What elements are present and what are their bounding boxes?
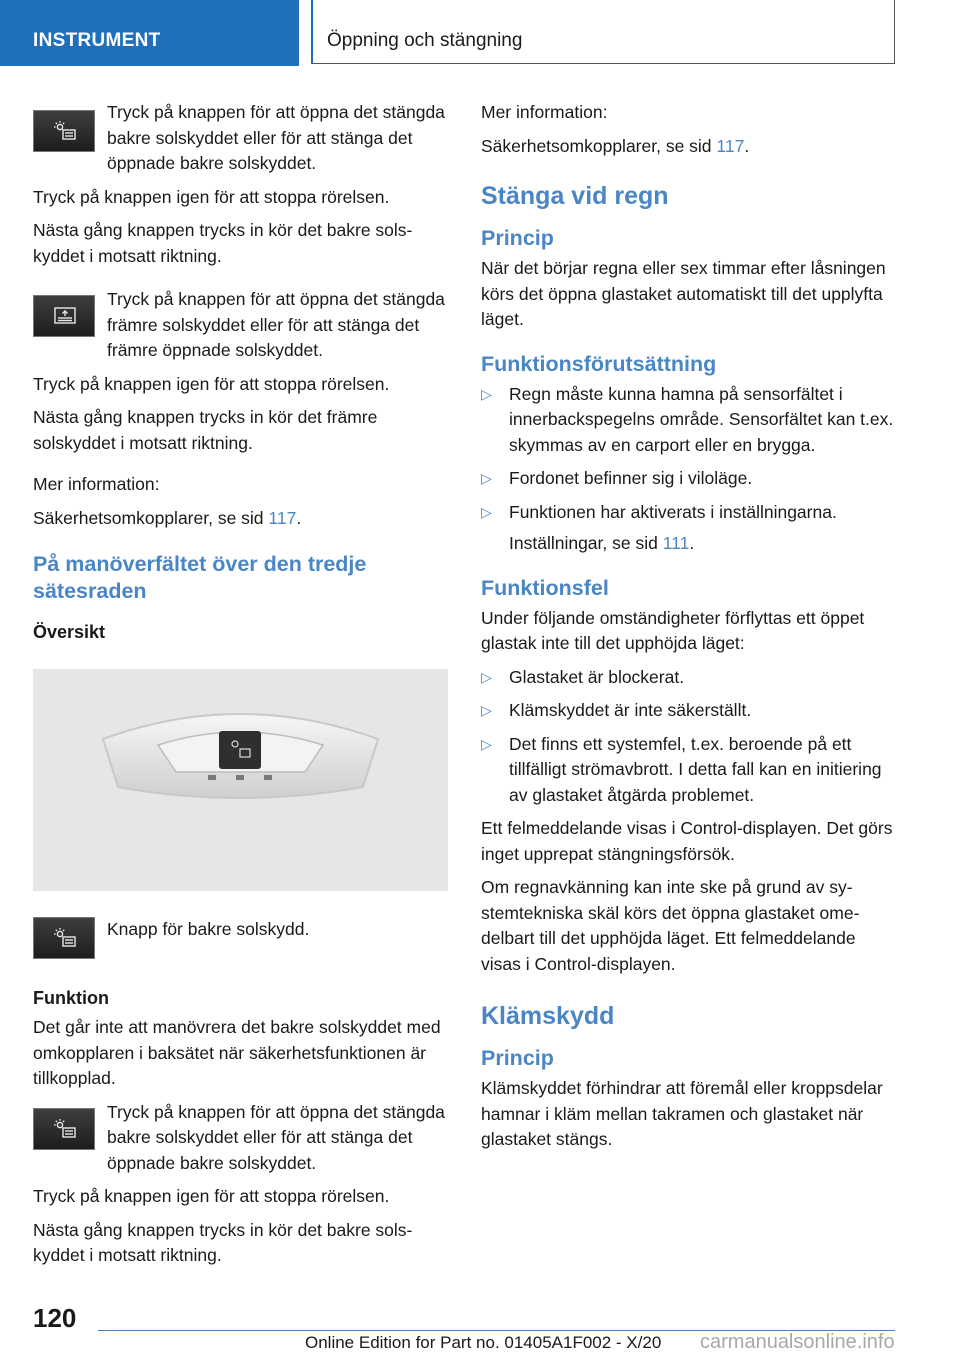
- list-item: [481, 732, 896, 809]
- edition-note: Online Edition for Part no. 01405A1F002 - X/20: [305, 1333, 662, 1352]
- list-item-text: Funktionen har aktiverats i inställningarna.: [509, 501, 837, 522]
- subsection-heading: Funktionsfel: [481, 575, 609, 600]
- cross-reference: Säkerhetsomkopplarer, se sid 117.: [481, 135, 750, 156]
- list-item-text: Fordonet befinner sig i viloläge.: [509, 468, 753, 488]
- bullet-triangle-icon: ▷: [481, 668, 492, 685]
- overview-photo: [33, 669, 448, 891]
- list-item-text: Glastaket är blockerat.: [509, 666, 685, 687]
- page-number: 120: [33, 1303, 77, 1333]
- paragraph: Tryck på knappen för att öppna det stängda bakre solskyddet eller för att stänga det öppnade bakre solskyddet.: [107, 1101, 445, 1173]
- section-heading: På manöverfältet över den tredje sätesraden: [33, 552, 367, 603]
- bullet-triangle-icon: ▷: [481, 503, 492, 520]
- list-item-text: Klämskyddet är inte säkerställt.: [509, 700, 752, 720]
- paragraph: Mer information:: [481, 102, 608, 122]
- paragraph: Tryck på knappen för att öppna det stängda främre solskyddet eller för att stänga det främre öppnade solskyddet.: [107, 289, 445, 360]
- cross-reference: Inställningar, se sid 111.: [509, 533, 695, 553]
- paragraph: Nästa gång knappen trycks in kör det bakre solskyddet i motsatt riktning.: [33, 1219, 413, 1265]
- paragraph: Tryck på knappen igen för att stoppa rörelsen.: [33, 186, 390, 207]
- subsection-heading: Princip: [481, 226, 554, 250]
- list-item: [481, 698, 896, 724]
- list-item: [481, 382, 896, 459]
- bullet-triangle-icon: ▷: [481, 702, 492, 718]
- ref-text: Säkerhetsomkopplarer, se sid: [33, 507, 269, 528]
- bullet-triangle-icon: ▷: [481, 735, 492, 752]
- rear-sunshade-icon: [33, 1108, 95, 1150]
- list-item-text: Regn måste kunna hamna på sensorfältet i innerbackspegelns område. Sensorfältet kan t.ex. skymmas av en carport eller en brygga.: [509, 383, 894, 455]
- bullet-list: [481, 665, 896, 809]
- subsection-heading: Funktionsförutsättning: [481, 351, 717, 376]
- left-column: [33, 100, 448, 1277]
- list-item: [481, 466, 896, 492]
- ref-text: Säkerhetsomkopplarer, se sid: [481, 135, 717, 156]
- paragraph: Om regnavkänning kan inte ske på grund av systemtekniska skäl körs det öppna glastaket omedelbart till det upphöjda läget. Ett felmeddelande visas i Control-displayen.: [481, 877, 860, 974]
- list-item: [481, 500, 896, 557]
- list-item-text: Det finns ett systemfel, t.ex. beroende på ett tillfälligt strömavbrott. I detta fall kan en initiering av glastaket åtgärda problemet.: [509, 733, 882, 805]
- subsection-heading: Princip: [481, 1046, 554, 1070]
- cross-reference: Säkerhetsomkopplarer, se sid 117.: [33, 507, 302, 528]
- section-heading: Stänga vid regn: [481, 182, 669, 210]
- paragraph: Nästa gång knappen trycks in kör det främre solskyddet i motsatt riktning.: [33, 407, 378, 453]
- ref-text: Inställningar, se sid: [509, 533, 663, 553]
- chapter-title: Öppning och stängning: [327, 30, 523, 51]
- paragraph: Tryck på knappen igen för att stoppa rörelsen.: [33, 1186, 390, 1206]
- section-tab: [0, 0, 299, 66]
- image-caption: Knapp för bakre solskydd.: [107, 919, 310, 939]
- front-sunshade-icon: [33, 295, 95, 337]
- section-heading: Klämskydd: [481, 1002, 615, 1030]
- paragraph: Tryck på knappen igen för att stoppa rörelsen.: [33, 373, 390, 394]
- subheading: Funktion: [33, 988, 109, 1008]
- page-link[interactable]: 117: [716, 135, 745, 156]
- paragraph: Klämskyddet förhindrar att föremål eller kroppsdelar hamnar i kläm mellan takramen och glastaket när glastaket stängs.: [481, 1078, 883, 1149]
- bullet-triangle-icon: ▷: [481, 470, 492, 486]
- subheading: Översikt: [33, 622, 106, 642]
- paragraph: Ett felmeddelande visas i Control-displayen. Det görs inget upprepat stängningsförsök.: [481, 818, 893, 864]
- paragraph: Nästa gång knappen trycks in kör det bakre solskyddet i motsatt riktning.: [33, 220, 413, 266]
- paragraph: Mer information:: [33, 474, 160, 494]
- watermark: carmanualsonline.info: [700, 1331, 895, 1353]
- page-link[interactable]: 117: [268, 507, 297, 528]
- bullet-triangle-icon: ▷: [481, 385, 492, 402]
- page-link[interactable]: 111: [662, 533, 690, 553]
- section-title: INSTRUMENT: [33, 30, 161, 51]
- rear-sunshade-icon: [33, 917, 95, 959]
- chapter-tab: [311, 0, 895, 64]
- rear-sunshade-icon: [33, 110, 95, 152]
- list-item: [481, 665, 896, 691]
- right-column: [481, 100, 896, 1161]
- paragraph: När det börjar regna eller sex timmar efter låsningen körs det öppna glastaket automatiskt till det upplyfta läget.: [481, 258, 886, 329]
- paragraph: Under följande omständigheter förflyttas ett öppet glastak inte till det upphöjda läget:: [481, 607, 865, 653]
- paragraph: Det går inte att manövrera det bakre solskyddet med omkopplaren i baksätet när säkerhetsfunktionen är tillkopplad.: [33, 1017, 441, 1088]
- paragraph: Tryck på knappen för att öppna det stängda bakre solskyddet eller för att stänga det öppnade bakre solskyddet.: [107, 102, 445, 173]
- bullet-list: [481, 382, 896, 557]
